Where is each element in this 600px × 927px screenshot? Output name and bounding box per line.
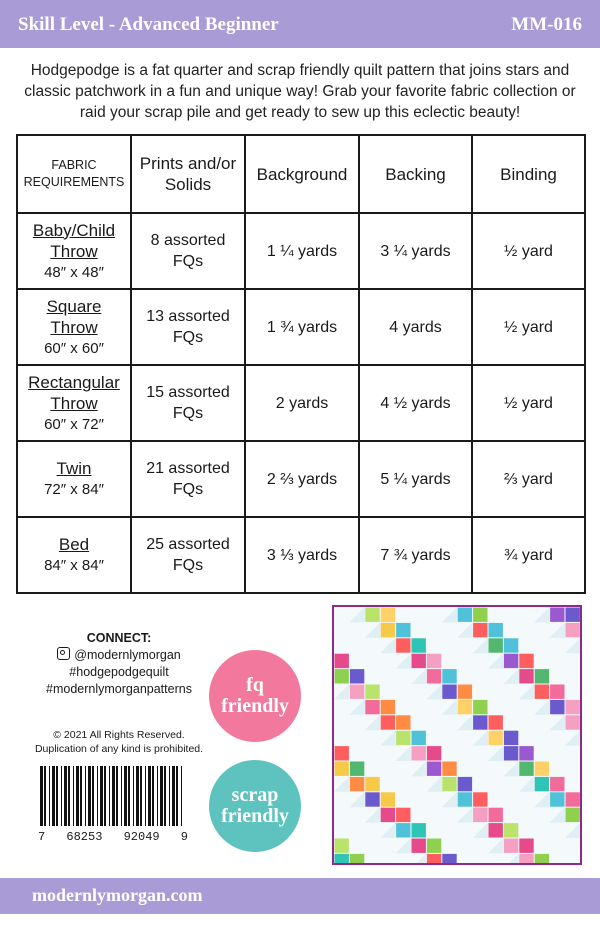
quilt-image [332,605,582,865]
barcode-bar [148,766,151,826]
barcode-bar [44,766,46,826]
backing-cell: 3 ¼ yards [359,213,472,289]
barcode-bar [128,766,130,826]
background-cell: 3 ⅓ yards [245,517,359,593]
barcode-bar [157,766,158,826]
column-header: Background [245,135,359,213]
barcode-bar [124,766,127,826]
prints-cell: 8 assorted FQs [131,213,245,289]
barcode-bar [80,766,82,826]
barcode-bar [49,766,50,826]
instagram-line[interactable] [24,647,214,664]
backing-cell: 4 ½ yards [359,365,472,441]
backing-cell: 5 ¼ yards [359,441,472,517]
barcode-bar [169,766,170,826]
quilt-dimensions: 60″ x 72″ [44,415,104,433]
scrap-friendly-badge [209,760,301,852]
barcode-bar [181,766,182,826]
quilt-size-name: Twin [56,459,92,478]
barcode-bar [172,766,175,826]
barcode [38,766,188,848]
barcode-bar [145,766,146,826]
barcode-bar [116,766,118,826]
barcode-bar [100,766,103,826]
badge-line: scrap [231,784,279,806]
quilt-dimensions: 72″ x 84″ [44,481,104,498]
barcode-bar [73,766,74,826]
prints-cell: 13 assorted FQs [131,289,245,365]
website-link[interactable]: modernlymorgan.com [32,885,203,905]
barcode-bar [164,766,166,826]
table-row [17,213,585,289]
background-cell: 2 ⅔ yards [245,441,359,517]
barcode-bar [140,766,142,826]
barcode-bars [38,766,188,828]
barcode-bar [64,766,67,826]
size-cell [17,213,131,289]
barcode-bar [176,766,178,826]
header-bar [0,0,600,48]
size-cell [17,289,131,365]
pattern-code: MM-016 [511,14,582,35]
binding-cell: ⅔ yard [472,441,585,517]
column-header: Backing [359,135,472,213]
binding-cell: ½ yard [472,365,585,441]
intro-text: Hodgepodge is a fat quarter and scrap friendly quilt pattern that joins stars and classic patchwork in a fun and unique way! Grab your favorite fabric collection or raid your scrap pile and get ready to sew up this eclectic beauty! [24,62,576,121]
legal-notice [24,728,214,756]
prints-cell: 25 assorted FQs [131,517,245,593]
prints-cell: 21 assorted FQs [131,441,245,517]
background-cell: 1 ¼ yards [245,213,359,289]
barcode-bar [92,766,94,826]
quilt-size-name: Rectangular Throw [28,372,120,413]
barcode-bar [88,766,91,826]
size-cell [17,365,131,441]
fabric-requirements-table [16,134,586,594]
backing-cell: 7 ¾ yards [359,517,472,593]
skill-level: Skill Level - Advanced Beginner [18,14,279,35]
barcode-digit: 9 [180,830,188,844]
quilt-dimensions: 48″ x 48″ [44,263,104,281]
footer-bar [0,878,600,914]
connect-heading: CONNECT: [86,631,152,645]
quilt-dimensions: 84″ x 84″ [44,557,104,574]
quilt-dimensions: 60″ x 60″ [44,339,104,357]
column-header: Binding [472,135,585,213]
table-header-row [17,135,585,213]
prints-cell: 15 assorted FQs [131,365,245,441]
quilt-size-name: Baby/Child Throw [32,220,116,261]
fq-friendly-badge [209,650,301,742]
corner-line2: REQUIREMENTS [23,175,125,189]
background-cell: 1 ¾ yards [245,289,359,365]
quilt-size-name: Square Throw [46,296,102,337]
background-cell: 2 yards [245,365,359,441]
instagram-icon [57,647,70,660]
table-row [17,517,585,593]
barcode-bar [136,766,139,826]
size-cell [17,517,131,593]
barcode-bar [104,766,106,826]
table-row [17,441,585,517]
barcode-number [38,830,188,844]
barcode-bar [76,766,79,826]
binding-cell: ¾ yard [472,517,585,593]
barcode-bar [61,766,62,826]
column-header: Prints and/or Solids [131,135,245,213]
size-cell [17,441,131,517]
instagram-handle: @modernlymorgan [74,648,181,662]
barcode-bar [160,766,163,826]
connect-block [24,630,214,698]
badge-line: friendly [221,695,289,717]
barcode-bar [112,766,115,826]
barcode-bar [68,766,70,826]
binding-cell: ½ yard [472,213,585,289]
barcode-bar [52,766,55,826]
copyright: © 2021 All Rights Reserved. [53,729,185,741]
barcode-bar [109,766,110,826]
table-corner-label [17,135,131,213]
barcode-digit: 68253 [66,830,103,844]
quilt-illustration [334,607,580,863]
duplication-notice: Duplication of any kind is prohibited. [34,743,204,755]
barcode-bar [152,766,154,826]
hashtag: #modernlymorganpatterns [46,682,192,696]
table-row [17,289,585,365]
barcode-bar [133,766,134,826]
barcode-bar [97,766,98,826]
badge-line: friendly [221,805,289,827]
quilt-size-name: Bed [58,535,90,554]
barcode-digit: 92049 [123,830,160,844]
corner-line1: FABRIC [51,158,97,172]
barcode-bar [56,766,58,826]
barcode-bar [85,766,86,826]
badge-line: fq [246,674,264,696]
table-row [17,365,585,441]
backing-cell: 4 yards [359,289,472,365]
barcode-bar [121,766,122,826]
barcode-digit: 7 [38,830,46,844]
binding-cell: ½ yard [472,289,585,365]
barcode-bar [40,766,43,826]
hashtag: #hodgepodgequilt [69,665,169,679]
